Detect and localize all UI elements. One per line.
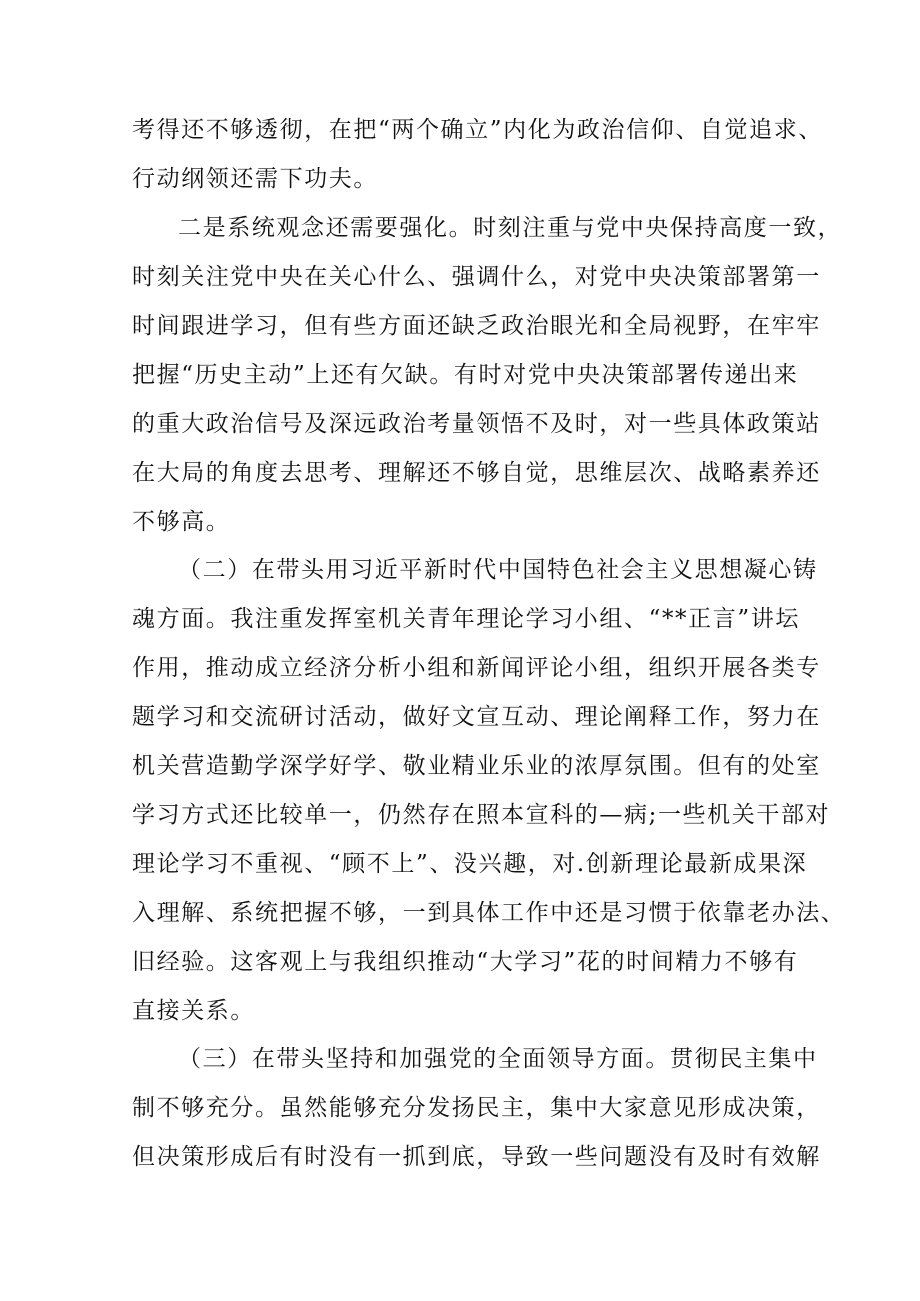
text-line: 旧经验。这客观上与我组织推动“大学习”花的时间精力不够有 [132,949,799,975]
text-line: 魂方面。我注重发挥室机关青年理论学习小组、“**正言”讲坛 [132,606,800,632]
text-line: 制不够充分。虽然能够充分发扬民主，集中大家意见形成决策， [132,1095,821,1121]
section-heading-line: （三）在带头坚持和加强党的全面领导方面。贯彻民主集中 [178,1046,818,1072]
text-line: 行动纲领还需下功夫。 [132,166,378,192]
text-line: 题学习和交流研讨活动，做好文宣互动、理论阐释工作，努力在 [132,704,821,730]
text-line: 把握“历史主动”上还有欠缺。有时对党中央决策部署传递出来 [132,362,799,388]
text-line: 在大局的角度去思考、理解还不够自觉，思维层次、战略素养还 [132,460,821,486]
text-line: 直接关系。 [132,998,255,1024]
text-line: 学习方式还比较单一，仍然存在照本宣科的—病;一些机关干部对 [132,802,831,828]
text-line: 机关营造勤学深学好学、敬业精业乐业的浓厚氛围。但有的处室 [132,753,821,779]
text-line: 不够高。 [132,509,231,535]
text-line: 理论学习不重视、“顾不上”、没兴趣，对.创新理论最新成果深 [132,851,808,877]
text-line: 时刻关注党中央在关心什么、强调什么，对党中央决策部署第一 [132,264,821,290]
text-line: 但决策形成后有时没有一抓到底，导致一些问题没有及时有效解 [132,1144,821,1170]
text-line: 入理解、系统把握不够，一到具体工作中还是习惯于依靠老办法、 [132,900,846,926]
text-line: 时间跟进学习，但有些方面还缺乏政治眼光和全局视野，在牢牢 [132,313,821,339]
text-line: 的重大政治信号及深远政治考量领悟不及时，对一些具体政策站 [132,411,821,437]
text-line: 考得还不够透彻，在把“两个确立”内化为政治信仰、自觉追求、 [132,117,823,143]
section-heading-line: （二）在带头用习近平新时代中国特色社会主义思想凝心铸 [178,557,818,583]
paragraph-start-line: 二是系统观念还需要强化。时刻注重与党中央保持高度一致， [178,215,843,241]
text-line: 作用，推动成立经济分析小组和新闻评论小组，组织开展各类专 [132,655,821,681]
